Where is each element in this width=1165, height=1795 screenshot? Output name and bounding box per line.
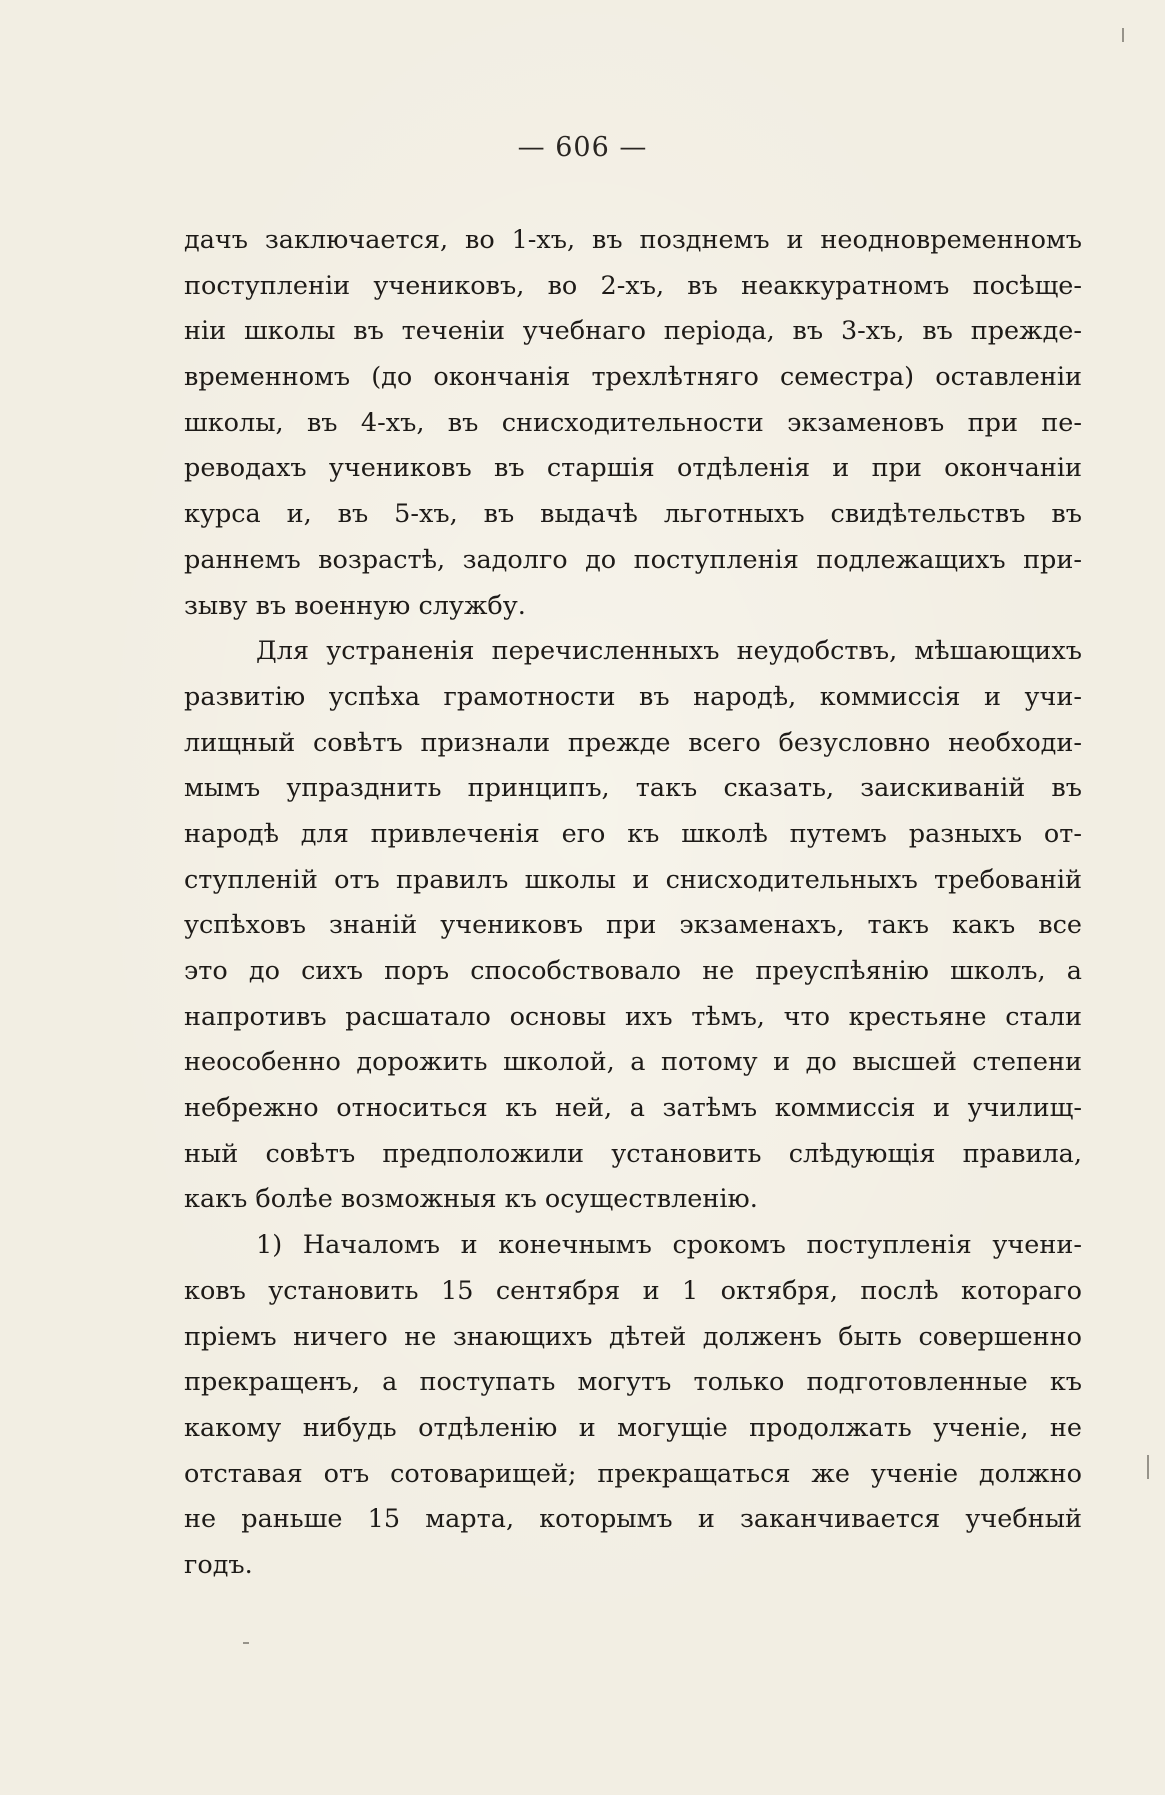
text-line: мымъ упразднить принципъ, такъ сказать, заискиваній въ [184,773,1082,804]
body-text [184,218,1082,1589]
text-line: ный совѣтъ предположили установить слѣдующія правила, [184,1138,1082,1169]
text-line: раннемъ возрастѣ, задолго до поступленія подлежащихъ при- [184,544,1082,575]
text-line: Для устраненія перечисленныхъ неудобствъ, мѣшающихъ [256,636,1082,667]
text-line: школы, въ 4-хъ, въ снисходительности экзаменовъ при пе- [184,407,1082,438]
text-line: ступленій отъ правилъ школы и снисходительныхъ требованій [184,864,1082,895]
text-line: народѣ для привлеченія его къ школѣ путемъ разныхъ от- [184,818,1082,849]
text-line: успѣховъ знаній учениковъ при экзаменахъ, такъ какъ все [184,910,1082,941]
text-line: ковъ установить 15 сентября и 1 октября, послѣ котораго [184,1275,1082,1306]
text-line: годъ. [184,1549,253,1580]
text-line: развитію успѣха грамотности въ народѣ, коммиссія и учи- [184,681,1082,712]
scan-speck [1147,1455,1149,1479]
text-line: прекращенъ, а поступать могутъ только подготовленные къ [184,1367,1082,1398]
text-line: реводахъ учениковъ въ старшія отдѣленія и при окончаніи [184,453,1082,484]
text-line: лищный совѣтъ признали прежде всего безусловно необходи- [184,727,1082,758]
text-line: небрежно относиться къ ней, а затѣмъ коммиссія и училищ- [184,1093,1082,1124]
text-line: зыву въ военную службу. [184,590,526,621]
text-line: отставая отъ сотоварищей; прекращаться же ученіе должно [184,1458,1082,1489]
text-line: какому нибудь отдѣленію и могущіе продолжать ученіе, не [184,1412,1082,1443]
text-line: напротивъ расшатало основы ихъ тѣмъ, что крестьяне стали [184,1001,1082,1032]
text-line: ніи школы въ теченіи учебнаго періода, въ 3-хъ, въ прежде- [184,316,1082,347]
text-line: поступленіи учениковъ, во 2-хъ, въ неаккуратномъ посѣще- [184,270,1082,301]
scan-speck [1122,28,1124,42]
scan-speck [243,1642,249,1644]
text-line: неособенно дорожить школой, а потому и до высшей степени [184,1047,1082,1078]
text-line: 1) Началомъ и конечнымъ срокомъ поступленія учени- [256,1230,1082,1261]
text-line: не раньше 15 марта, которымъ и заканчивается учебный [184,1504,1082,1535]
text-line: это до сихъ поръ способствовало не преуспѣянію школъ, а [184,956,1082,986]
text-line: временномъ (до окончанія трехлѣтняго семестра) оставленіи [184,362,1082,393]
text-line: пріемъ ничего не знающихъ дѣтей долженъ быть совершенно [184,1321,1082,1352]
page-number: — 606 — [517,132,648,163]
text-line: дачъ заключается, во 1-хъ, въ позднемъ и неодновременномъ [184,225,1082,255]
text-line: курса и, въ 5-хъ, въ выдачѣ льготныхъ свидѣтельствъ въ [184,499,1082,530]
text-line: какъ болѣе возможныя къ осуществленію. [184,1184,758,1215]
